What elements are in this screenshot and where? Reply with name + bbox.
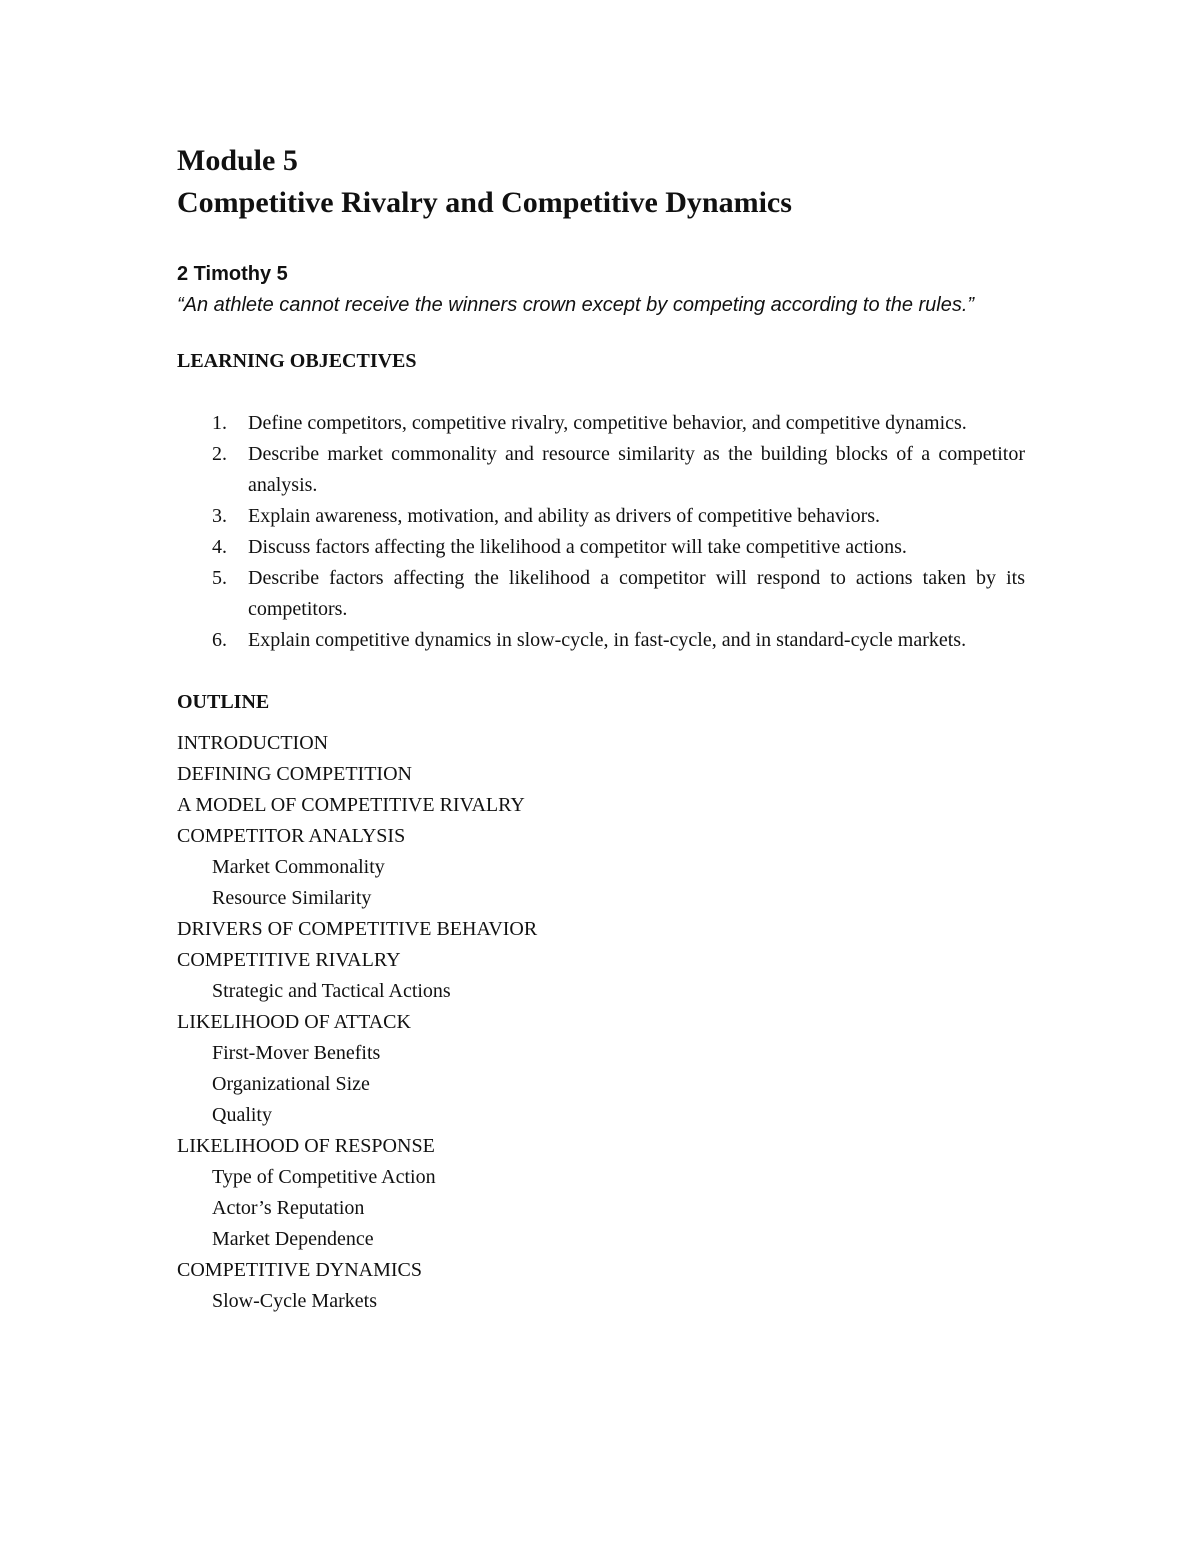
outline-subitem: Strategic and Tactical Actions — [212, 980, 451, 1002]
outline-item: DRIVERS OF COMPETITIVE BEHAVIOR — [177, 918, 538, 940]
document-page — [177, 140, 1025, 1317]
objective-item — [177, 532, 1025, 563]
outline-item: COMPETITOR ANALYSIS — [177, 825, 406, 847]
verse-quote: “An athlete cannot receive the winners crown except by competing according to the rules.” — [177, 294, 975, 316]
learning-objectives-heading: LEARNING OBJECTIVES — [177, 350, 417, 372]
objective-item — [177, 625, 1025, 656]
outline-item: LIKELIHOOD OF ATTACK — [177, 1011, 411, 1033]
outline-subitem: Quality — [212, 1104, 272, 1126]
objective-number: 5. — [212, 567, 227, 589]
objective-item — [177, 439, 1025, 501]
objective-item — [177, 501, 1025, 532]
objective-number: 1. — [212, 412, 227, 434]
objective-number: 3. — [212, 505, 227, 527]
outline-item: LIKELIHOOD OF RESPONSE — [177, 1135, 435, 1157]
learning-objectives-list — [177, 408, 1025, 656]
outline-subitem: Market Commonality — [212, 856, 385, 878]
module-number: Module 5 — [177, 144, 298, 177]
outline-subitem: Market Dependence — [212, 1228, 374, 1250]
objective-number: 6. — [212, 629, 227, 651]
objective-text: Describe market commonality and resource similarity as the building blocks of a competitor analysis. — [248, 443, 1025, 496]
outline-item: A MODEL OF COMPETITIVE RIVALRY — [177, 794, 525, 816]
outline-subitem: Slow-Cycle Markets — [212, 1290, 377, 1312]
module-title: Competitive Rivalry and Competitive Dynamics — [177, 186, 792, 219]
objective-number: 2. — [212, 443, 227, 465]
outline-item: INTRODUCTION — [177, 732, 329, 754]
outline-subitem: Resource Similarity — [212, 887, 372, 909]
outline-subitem: First-Mover Benefits — [212, 1042, 381, 1064]
outline-item: COMPETITIVE DYNAMICS — [177, 1259, 422, 1281]
objective-item — [177, 563, 1025, 625]
outline-subitem: Type of Competitive Action — [212, 1166, 436, 1188]
objective-text: Explain competitive dynamics in slow-cycle, in fast-cycle, and in standard-cycle markets. — [248, 629, 967, 651]
outline-list — [177, 728, 1025, 1317]
objective-item — [177, 408, 1025, 439]
outline-subitem: Actor’s Reputation — [212, 1197, 365, 1219]
outline-subitem: Organizational Size — [212, 1073, 370, 1095]
objective-text: Describe factors affecting the likelihood a competitor will respond to actions taken by its competitors. — [248, 567, 1025, 620]
verse-reference: 2 Timothy 5 — [177, 263, 288, 285]
outline-item: COMPETITIVE RIVALRY — [177, 949, 401, 971]
objective-number: 4. — [212, 536, 227, 558]
objective-text: Discuss factors affecting the likelihood a competitor will take competitive actions. — [248, 536, 907, 558]
objective-text: Explain awareness, motivation, and ability as drivers of competitive behaviors. — [248, 505, 881, 527]
objective-text: Define competitors, competitive rivalry, competitive behavior, and competitive dynamics. — [248, 412, 967, 434]
outline-item: DEFINING COMPETITION — [177, 763, 412, 785]
outline-heading: OUTLINE — [177, 691, 270, 713]
